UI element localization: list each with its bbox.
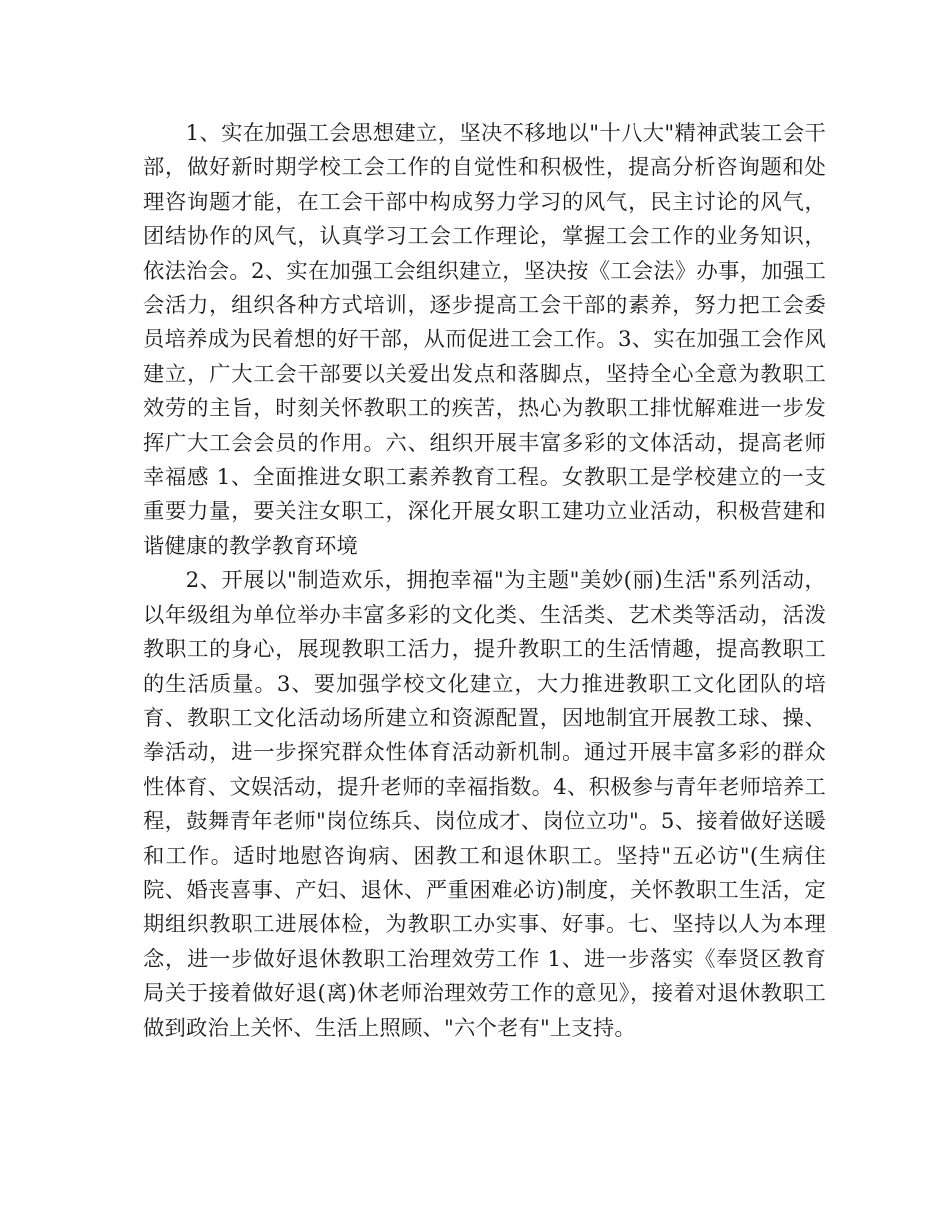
paragraph-2: 2、开展以"制造欢乐，拥抱幸福"为主题"美妙(丽)生活"系列活动，以年级组为单位举办丰富多彩的文化类、生活类、艺术类等活动，活泼教职工的身心，展现教职工活力，提升教职工的生活情趣，提高教职工的生活质量。3、要加强学校文化建立，大力推进教职工文化团队的培育、教职工文化活动场所建立和资源配置，因地制宜开展教工球、操、拳活动，进一步探究群众性体育活动新机制。通过开展丰富多彩的群众性体育、文娱活动，提升老师的幸福指数。4、积极参与青年老师培养工程，鼓舞青年老师"岗位练兵、岗位成才、岗位立功"。5、接着做好送暖和工作。适时地慰咨询病、困教工和退休职工。坚持"五必访"(生病住院、婚丧喜事、产妇、退休、严重困难必访)制度，关怀教职工生活，定期组织教职工进展体检，为教职工办实事、好事。七、坚持以人为本理念，进一步做好退休教职工治理效劳工作 1、进一步落实《奉贤区教育局关于接着做好退(离)休老师治理效劳工作的意见》，接着对退休教职工做到政治上关怀、生活上照顾、"六个老有"上支持。 (143, 568, 826, 1041)
paragraph-1: 1、实在加强工会思想建立，坚决不移地以"十八大"精神武装工会干部，做好新时期学校工会工作的自觉性和积极性，提高分析咨询题和处理咨询题才能，在工会干部中构成努力学习的风气，民主讨论的风气，团结协作的风气，认真学习工会工作理论，掌握工会工作的业务知识，依法治会。2、实在加强工会组织建立，坚决按《工会法》办事，加强工会活力，组织各种方式培训，逐步提高工会干部的素养，努力把工会委员培养成为民着想的好干部，从而促进工会工作。3、实在加强工会作风建立，广大工会干部要以关爱出发点和落脚点，坚持全心全意为教职工效劳的主旨，时刻关怀教职工的疾苦，热心为教职工排忧解难进一步发挥广大工会会员的作用。六、组织开展丰富多彩的文体活动，提高老师幸福感 1、全面推进女职工素养教育工程。女教职工是学校建立的一支重要力量，要关注女职工，深化开展女职工建功立业活动，积极营建和谐健康的教学教育环境 (143, 121, 826, 559)
document-body (143, 117, 826, 1046)
